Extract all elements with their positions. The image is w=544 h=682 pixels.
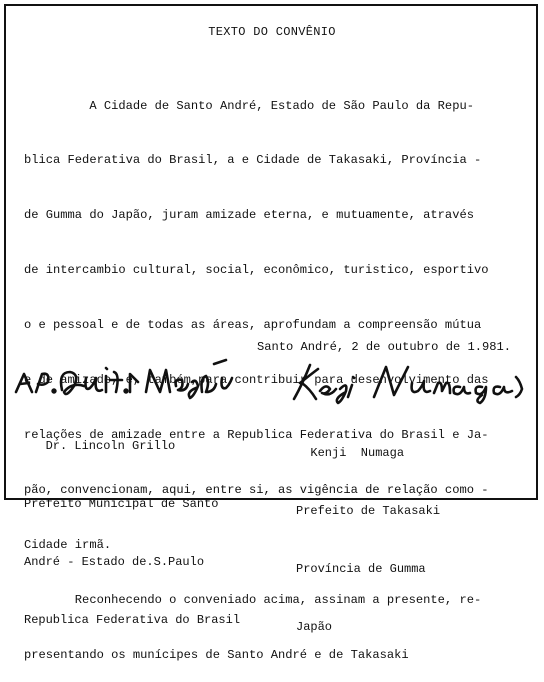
text-line: relações de amizade entre a Republica Federativa do Brasil e Ja- — [24, 427, 489, 442]
document-title: TEXTO DO CONVÊNIO — [208, 25, 336, 39]
right-signatory-line: Província de Gumma — [296, 562, 426, 577]
text-line: Cidade irmã. — [24, 537, 112, 552]
date-line: Santo André, 2 de outubro de 1.981. — [257, 340, 512, 354]
text-line: pão, convencionam, aqui, entre si, as vigência de relação como - — [24, 482, 489, 497]
left-signatory-name: Dr. Lincoln Grillo — [24, 438, 176, 453]
left-signatory-line: André - Estado de.S.Paulo — [24, 555, 205, 570]
right-signatory-line: Prefeito de Takasaki — [296, 504, 441, 519]
text-line: A Cidade de Santo André, Estado de São Paulo da Repu- — [24, 98, 474, 113]
text-line: de Gumma do Japão, juram amizade eterna, e mutuamente, através — [24, 208, 474, 223]
left-signatory-line: Prefeito Municipal de Santo — [24, 497, 219, 512]
left-signatory-line: Republica Federativa do Brasil — [24, 613, 241, 628]
text-line: de intercambio cultural, social, econômico, turistico, esportivo — [24, 263, 489, 278]
left-signature — [10, 352, 240, 402]
text-line: Reconhecendo o conveniado acima, assinam a presente, re- — [24, 592, 482, 607]
right-signatory-block — [296, 405, 440, 657]
right-signature — [290, 355, 530, 405]
text-line: presentando os munícipes de Santo André e de Takasaki — [24, 647, 409, 662]
left-signatory-block — [24, 398, 240, 650]
right-signatory-name: Kenji Numaga — [296, 445, 405, 460]
right-signatory-line: Japão — [296, 620, 333, 635]
text-line: o e pessoal e de todas as áreas, aprofundam a compreensão mútua — [24, 318, 482, 333]
text-line: e de amizade, e, também,para contribuir para desenvolvimento das — [24, 373, 489, 388]
text-line: blica Federativa do Brasil, a e Cidade de Takasaki, Província - — [24, 153, 482, 168]
